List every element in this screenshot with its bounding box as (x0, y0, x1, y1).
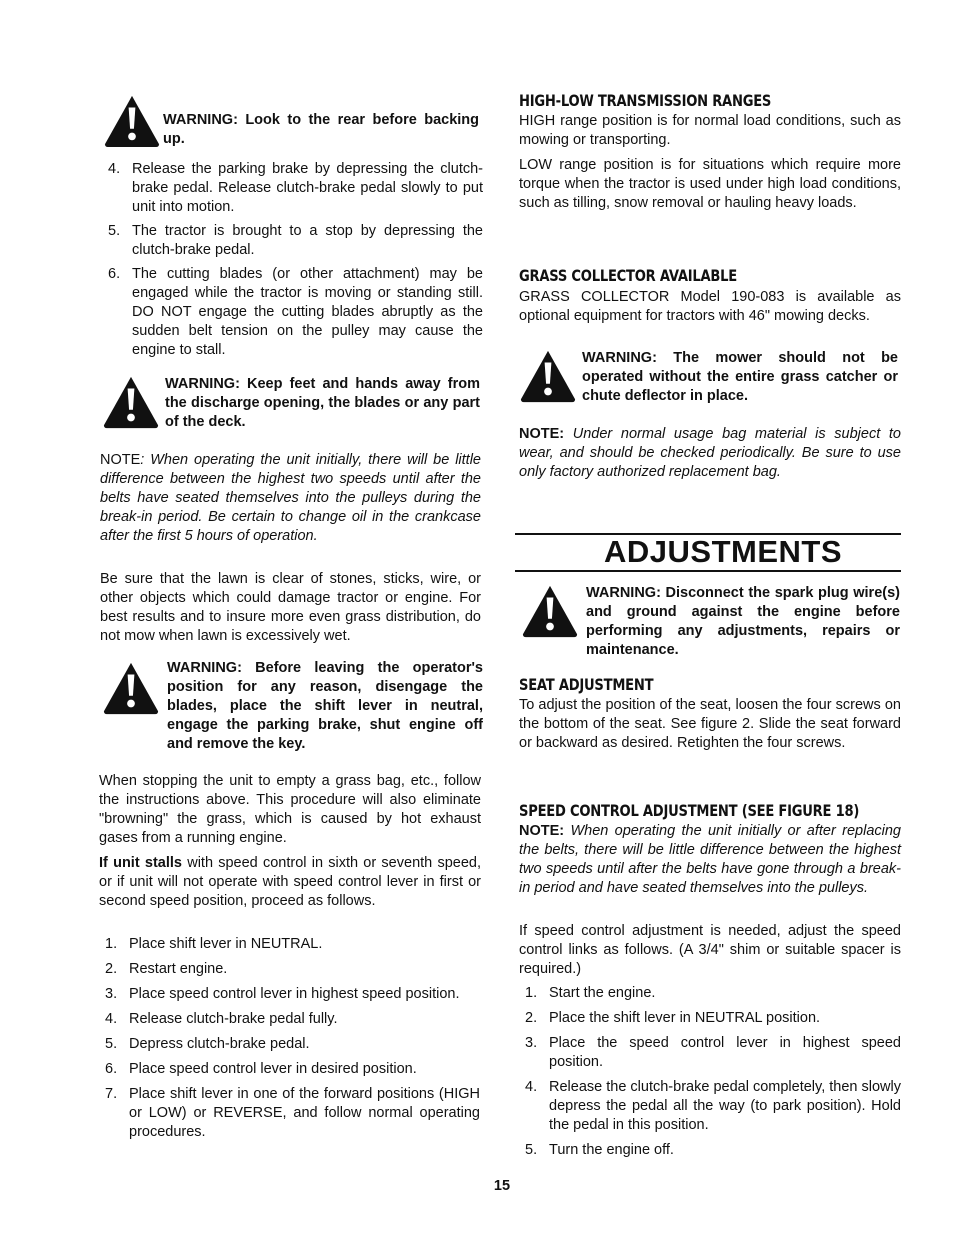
note-bag-material (519, 425, 901, 482)
step-number: 1. (105, 936, 118, 952)
heading-seat-adjustment: SEAT ADJUSTMENT (519, 675, 654, 694)
warning-text: WARNING: Look to the rear before backing up. (163, 112, 479, 147)
step-text: The cutting blades (or other attachment) may be engaged while the tractor is moving or standing still. DO NOT engage the cutting blades abruptly as the sudden belt tension on the pulley may cause the engine to stall. (132, 266, 483, 358)
list-item (108, 160, 483, 217)
note-text: : When operating the unit initially, there will be little difference between the highest two speeds until after the belts have seated themselves into the pulleys during the break-in period. Be certain to change oil in the crankcase after the first 5 hours of operation. (100, 452, 481, 544)
para-grass-collector: GRASS COLLECTOR Model 190-083 is available as optional equipment for tractors with 46" mowing decks. (519, 289, 901, 324)
heading-speed-control-adjustment: SPEED CONTROL ADJUSTMENT (SEE FIGURE 18) (519, 801, 860, 820)
step-text: Release clutch-brake pedal fully. (129, 1011, 338, 1027)
warning-disconnect-spark-plug (519, 581, 902, 661)
step-text: Start the engine. (549, 985, 656, 1001)
step-number: 6. (108, 266, 121, 282)
list-item (108, 265, 483, 360)
note-label: NOTE (100, 452, 141, 468)
warning-triangle-icon (102, 660, 160, 716)
steps-list-c (525, 984, 901, 1160)
para-high-range: HIGH range position is for normal load conditions, such as mowing or transporting. (519, 113, 901, 148)
warning-keep-feet (100, 372, 483, 434)
page-number: 15 (493, 1178, 511, 1194)
step-number: 3. (105, 986, 118, 1002)
note-label: NOTE: (519, 426, 565, 442)
para-speed-control: If speed control adjustment is needed, adjust the speed control links as follows. (A 3/4" shim or suitable spacer is required.) (519, 923, 901, 977)
list-item (525, 1078, 901, 1135)
step-number: 5. (525, 1142, 538, 1158)
steps-list-b (105, 935, 480, 1142)
step-text: Depress clutch-brake pedal. (129, 1036, 310, 1052)
step-number: 1. (525, 985, 538, 1001)
list-item (105, 1010, 480, 1029)
step-number: 4. (108, 161, 121, 177)
step-text: Release the parking brake by depressing the clutch-brake pedal. Release clutch-brake pedal slowly to put unit into motion. (132, 161, 483, 215)
step-text: Release the clutch-brake pedal completely, then slowly depress the pedal all the way (to park position). Hold the pedal in this position. (549, 1079, 901, 1133)
warning-text: WARNING: Disconnect the spark plug wire(s) and ground against the engine before performing any adjustments, repairs or maintenance. (586, 585, 900, 658)
step-number: 7. (105, 1086, 118, 1102)
step-text: Place shift lever in NEUTRAL. (129, 936, 323, 952)
warning-text: WARNING: Keep feet and hands away from the discharge opening, the blades or any part of the deck. (165, 376, 480, 430)
stalls-text: with speed control in sixth or seventh speed, or if unit will not operate with speed control lever in first or second speed position, proceed as follows. (99, 855, 481, 909)
list-item (105, 1035, 480, 1054)
title-rule-bottom (515, 570, 901, 572)
step-text: The tractor is brought to a stop by depressing the clutch-brake pedal. (132, 223, 483, 258)
list-item (525, 1034, 901, 1072)
para-stopping: When stopping the unit to empty a grass bag, etc., follow the instructions above. This procedure will also eliminate "browning" the grass, which is caused by hot exhaust gases from a running engine. (99, 773, 481, 846)
section-title-adjustments: ADJUSTMENTS (604, 534, 843, 569)
list-item (105, 1060, 480, 1079)
step-text: Place the shift lever in NEUTRAL position. (549, 1010, 821, 1026)
para-if-unit-stalls (99, 854, 481, 911)
stalls-label: If unit stalls (99, 855, 182, 871)
step-text: Restart engine. (129, 961, 228, 977)
heading-transmission-ranges: HIGH-LOW TRANSMISSION RANGES (519, 91, 772, 110)
step-number: 5. (105, 1036, 118, 1052)
step-number: 6. (105, 1061, 118, 1077)
warning-text: WARNING: Before leaving the operator's position for any reason, disengage the blades, place the shift lever in neutral, engage the parking brake, shut engine off and remove the key. (167, 660, 483, 752)
list-item (105, 935, 480, 954)
warning-look-rear (100, 94, 483, 154)
note-text: When operating the unit initially or after replacing the belts, there will be little difference between the highest two speeds until after the belts have gone through a break-in period and have seated themselves into the pulleys. (519, 823, 901, 896)
heading-grass-collector: GRASS COLLECTOR AVAILABLE (519, 266, 738, 285)
warning-leaving-position (100, 656, 483, 756)
step-text: Turn the engine off. (549, 1142, 674, 1158)
note-speed-control (519, 822, 901, 898)
step-number: 4. (105, 1011, 118, 1027)
list-item (525, 1009, 901, 1028)
list-item (525, 984, 901, 1003)
step-number: 5. (108, 223, 121, 239)
warning-triangle-icon (102, 374, 160, 430)
warning-triangle-icon (521, 583, 579, 639)
warning-triangle-icon (103, 94, 161, 148)
list-item (105, 960, 480, 979)
step-text: Place shift lever in one of the forward positions (HIGH or LOW) or REVERSE, and follow normal operating procedures. (129, 1086, 480, 1140)
step-number: 4. (525, 1079, 538, 1095)
warning-text: WARNING: The mower should not be operated without the entire grass catcher or chute deflector in place. (582, 350, 898, 404)
warning-triangle-icon (519, 348, 577, 404)
para-lawn: Be sure that the lawn is clear of stones, sticks, wire, or other objects which could damage tractor or engine. For best results and to insure more even grass distribution, do not mow when lawn is excessively wet. (100, 571, 481, 644)
list-item (105, 985, 480, 1004)
para-seat-adjustment: To adjust the position of the seat, loosen the four screws on the bottom of the seat. See figure 2. Slide the seat forward or backward as desired. Retighten the four screws. (519, 697, 901, 751)
note-break-in (100, 451, 481, 546)
step-text: Place the speed control lever in highest speed position. (549, 1035, 901, 1070)
step-text: Place speed control lever in highest speed position. (129, 986, 460, 1002)
list-item (525, 1141, 901, 1160)
step-number: 2. (105, 961, 118, 977)
note-label: NOTE: (519, 823, 565, 839)
steps-list-a (108, 160, 483, 360)
step-text: Place speed control lever in desired position. (129, 1061, 417, 1077)
para-low-range: LOW range position is for situations which require more torque when the tractor is used under high load conditions, such as tilling, snow removal or hauling heavy loads. (519, 157, 901, 211)
warning-grass-catcher (519, 346, 902, 408)
step-number: 2. (525, 1010, 538, 1026)
note-text: Under normal usage bag material is subject to wear, and should be checked periodically. Be sure to use only factory authorized replacement bag. (519, 426, 901, 480)
list-item (108, 222, 483, 260)
list-item (105, 1085, 480, 1142)
step-number: 3. (525, 1035, 538, 1051)
